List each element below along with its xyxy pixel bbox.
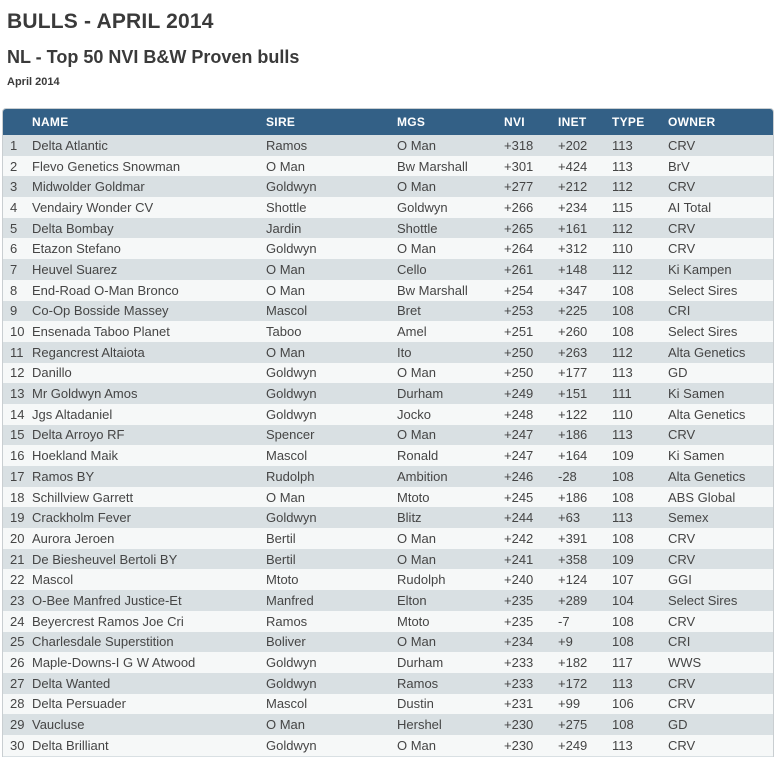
cell-nvi: +253 [504, 301, 558, 322]
cell-name: Jgs Altadaniel [32, 404, 266, 425]
column-header-type: TYPE [612, 109, 668, 135]
cell-owner: AI Total [668, 197, 773, 218]
column-header-sire: SIRE [266, 109, 397, 135]
cell-mgs: Bret [397, 301, 504, 322]
cell-nvi: +240 [504, 569, 558, 590]
cell-nvi: +246 [504, 466, 558, 487]
column-header-inet: INET [558, 109, 612, 135]
cell-owner: CRV [668, 528, 773, 549]
cell-name: Charlesdale Superstition [32, 632, 266, 653]
cell-sire: Boliver [266, 632, 397, 653]
cell-name: End-Road O-Man Bronco [32, 280, 266, 301]
cell-sire: O Man [266, 487, 397, 508]
cell-inet: +177 [558, 363, 612, 384]
cell-type: 113 [612, 363, 668, 384]
table-row [3, 363, 773, 384]
cell-name: Etazon Stefano [32, 238, 266, 259]
table-row [3, 197, 773, 218]
cell-inet: +9 [558, 632, 612, 653]
cell-name: Co-Op Bosside Massey [32, 301, 266, 322]
cell-rank: 11 [3, 342, 32, 363]
cell-owner: CRV [668, 549, 773, 570]
cell-nvi: +247 [504, 445, 558, 466]
cell-sire: O Man [266, 280, 397, 301]
cell-owner: GGI [668, 569, 773, 590]
cell-inet: +249 [558, 735, 612, 756]
cell-rank: 27 [3, 673, 32, 694]
cell-rank: 15 [3, 425, 32, 446]
cell-nvi: +242 [504, 528, 558, 549]
table-header-row [3, 109, 773, 135]
cell-nvi: +250 [504, 363, 558, 384]
cell-type: 110 [612, 404, 668, 425]
table-row [3, 714, 773, 735]
table-row [3, 590, 773, 611]
cell-nvi: +261 [504, 259, 558, 280]
cell-mgs: O Man [397, 363, 504, 384]
cell-sire: Shottle [266, 197, 397, 218]
cell-nvi: +249 [504, 383, 558, 404]
cell-sire: O Man [266, 714, 397, 735]
cell-inet: +161 [558, 218, 612, 239]
table-row [3, 156, 773, 177]
cell-type: 104 [612, 590, 668, 611]
cell-type: 112 [612, 342, 668, 363]
cell-mgs: O Man [397, 238, 504, 259]
cell-type: 115 [612, 197, 668, 218]
cell-sire: Bertil [266, 528, 397, 549]
cell-type: 108 [612, 611, 668, 632]
table-row [3, 466, 773, 487]
cell-inet: +289 [558, 590, 612, 611]
cell-rank: 12 [3, 363, 32, 384]
cell-rank: 19 [3, 507, 32, 528]
cell-nvi: +231 [504, 694, 558, 715]
cell-sire: Mascol [266, 301, 397, 322]
cell-name: Flevo Genetics Snowman [32, 156, 266, 177]
cell-nvi: +277 [504, 176, 558, 197]
cell-nvi: +241 [504, 549, 558, 570]
cell-mgs: Dustin [397, 694, 504, 715]
cell-mgs: Hershel [397, 714, 504, 735]
cell-sire: Goldwyn [266, 735, 397, 756]
cell-name: Maple-Downs-I G W Atwood [32, 652, 266, 673]
table-row [3, 218, 773, 239]
cell-nvi: +266 [504, 197, 558, 218]
table-row [3, 342, 773, 363]
table-row [3, 259, 773, 280]
cell-rank: 26 [3, 652, 32, 673]
cell-owner: Select Sires [668, 280, 773, 301]
cell-type: 113 [612, 507, 668, 528]
cell-mgs: Mtoto [397, 611, 504, 632]
cell-rank: 28 [3, 694, 32, 715]
cell-mgs: O Man [397, 135, 504, 156]
cell-rank: 10 [3, 321, 32, 342]
cell-rank: 1 [3, 135, 32, 156]
table-row [3, 404, 773, 425]
cell-sire: Goldwyn [266, 652, 397, 673]
table-row [3, 301, 773, 322]
table-row [3, 445, 773, 466]
cell-sire: Goldwyn [266, 404, 397, 425]
cell-type: 113 [612, 135, 668, 156]
cell-mgs: Ramos [397, 673, 504, 694]
cell-name: Delta Arroyo RF [32, 425, 266, 446]
cell-name: Aurora Jeroen [32, 528, 266, 549]
table-row [3, 321, 773, 342]
cell-type: 108 [612, 714, 668, 735]
cell-type: 117 [612, 652, 668, 673]
cell-owner: BrV [668, 156, 773, 177]
cell-rank: 18 [3, 487, 32, 508]
cell-mgs: Durham [397, 383, 504, 404]
table-row [3, 632, 773, 653]
cell-type: 108 [612, 487, 668, 508]
cell-mgs: Durham [397, 652, 504, 673]
cell-nvi: +301 [504, 156, 558, 177]
cell-owner: CRV [668, 694, 773, 715]
cell-rank: 3 [3, 176, 32, 197]
table-row [3, 238, 773, 259]
cell-name: Mr Goldwyn Amos [32, 383, 266, 404]
cell-nvi: +230 [504, 714, 558, 735]
cell-owner: GD [668, 714, 773, 735]
cell-inet: +424 [558, 156, 612, 177]
cell-nvi: +254 [504, 280, 558, 301]
cell-owner: Alta Genetics [668, 404, 773, 425]
cell-sire: Taboo [266, 321, 397, 342]
cell-type: 113 [612, 425, 668, 446]
cell-owner: Select Sires [668, 321, 773, 342]
cell-rank: 25 [3, 632, 32, 653]
table-row [3, 280, 773, 301]
cell-name: Vendairy Wonder CV [32, 197, 266, 218]
cell-rank: 22 [3, 569, 32, 590]
cell-nvi: +235 [504, 590, 558, 611]
table-row [3, 694, 773, 715]
cell-owner: CRV [668, 135, 773, 156]
cell-mgs: O Man [397, 632, 504, 653]
cell-name: De Biesheuvel Bertoli BY [32, 549, 266, 570]
cell-inet: +122 [558, 404, 612, 425]
cell-type: 108 [612, 466, 668, 487]
cell-type: 110 [612, 238, 668, 259]
cell-inet: +172 [558, 673, 612, 694]
cell-rank: 23 [3, 590, 32, 611]
cell-sire: O Man [266, 342, 397, 363]
bulls-table-container [2, 108, 774, 757]
cell-nvi: +250 [504, 342, 558, 363]
cell-rank: 9 [3, 301, 32, 322]
cell-owner: CRV [668, 238, 773, 259]
cell-mgs: Shottle [397, 218, 504, 239]
cell-inet: +358 [558, 549, 612, 570]
cell-inet: +260 [558, 321, 612, 342]
cell-sire: Goldwyn [266, 363, 397, 384]
cell-nvi: +233 [504, 652, 558, 673]
cell-type: 112 [612, 259, 668, 280]
cell-nvi: +235 [504, 611, 558, 632]
cell-mgs: Bw Marshall [397, 156, 504, 177]
cell-nvi: +248 [504, 404, 558, 425]
cell-mgs: Goldwyn [397, 197, 504, 218]
cell-type: 112 [612, 218, 668, 239]
cell-owner: CRI [668, 301, 773, 322]
cell-inet: +124 [558, 569, 612, 590]
cell-owner: CRV [668, 673, 773, 694]
column-header-owner: OWNER [668, 109, 773, 135]
cell-name: Mascol [32, 569, 266, 590]
cell-rank: 8 [3, 280, 32, 301]
cell-inet: +312 [558, 238, 612, 259]
cell-inet: +63 [558, 507, 612, 528]
cell-mgs: Bw Marshall [397, 280, 504, 301]
cell-name: Schillview Garrett [32, 487, 266, 508]
cell-rank: 20 [3, 528, 32, 549]
cell-nvi: +244 [504, 507, 558, 528]
cell-nvi: +234 [504, 632, 558, 653]
cell-mgs: Jocko [397, 404, 504, 425]
cell-owner: Alta Genetics [668, 466, 773, 487]
cell-type: 111 [612, 383, 668, 404]
cell-mgs: Ambition [397, 466, 504, 487]
cell-inet: +391 [558, 528, 612, 549]
cell-rank: 30 [3, 735, 32, 756]
cell-sire: O Man [266, 259, 397, 280]
cell-type: 108 [612, 321, 668, 342]
cell-nvi: +251 [504, 321, 558, 342]
cell-inet: +347 [558, 280, 612, 301]
cell-owner: Alta Genetics [668, 342, 773, 363]
cell-rank: 29 [3, 714, 32, 735]
cell-inet: +263 [558, 342, 612, 363]
cell-owner: CRV [668, 735, 773, 756]
cell-inet: +151 [558, 383, 612, 404]
cell-inet: +186 [558, 425, 612, 446]
cell-rank: 24 [3, 611, 32, 632]
cell-owner: CRV [668, 611, 773, 632]
cell-inet: +212 [558, 176, 612, 197]
cell-type: 109 [612, 549, 668, 570]
cell-inet: +99 [558, 694, 612, 715]
cell-inet: +275 [558, 714, 612, 735]
cell-type: 108 [612, 528, 668, 549]
cell-mgs: O Man [397, 176, 504, 197]
cell-type: 113 [612, 735, 668, 756]
cell-type: 106 [612, 694, 668, 715]
cell-owner: CRV [668, 218, 773, 239]
cell-nvi: +230 [504, 735, 558, 756]
cell-sire: Mascol [266, 445, 397, 466]
cell-type: 108 [612, 301, 668, 322]
cell-sire: Goldwyn [266, 238, 397, 259]
cell-mgs: O Man [397, 549, 504, 570]
cell-name: Danillo [32, 363, 266, 384]
cell-mgs: Mtoto [397, 487, 504, 508]
cell-sire: Goldwyn [266, 507, 397, 528]
cell-mgs: O Man [397, 528, 504, 549]
cell-inet: +225 [558, 301, 612, 322]
cell-name: Delta Wanted [32, 673, 266, 694]
period-label: April 2014 [7, 75, 60, 88]
cell-mgs: Rudolph [397, 569, 504, 590]
column-header-mgs: MGS [397, 109, 504, 135]
page-title: BULLS - APRIL 2014 [7, 10, 214, 33]
cell-name: Delta Atlantic [32, 135, 266, 156]
cell-name: Delta Persuader [32, 694, 266, 715]
cell-rank: 21 [3, 549, 32, 570]
cell-rank: 14 [3, 404, 32, 425]
cell-type: 113 [612, 156, 668, 177]
cell-name: Delta Brilliant [32, 735, 266, 756]
table-row [3, 652, 773, 673]
cell-nvi: +245 [504, 487, 558, 508]
cell-name: Heuvel Suarez [32, 259, 266, 280]
cell-mgs: Ronald [397, 445, 504, 466]
cell-sire: O Man [266, 156, 397, 177]
cell-owner: Ki Kampen [668, 259, 773, 280]
cell-type: 112 [612, 176, 668, 197]
cell-owner: WWS [668, 652, 773, 673]
table-row [3, 673, 773, 694]
bulls-table [3, 109, 773, 756]
table-row [3, 176, 773, 197]
cell-inet: +148 [558, 259, 612, 280]
cell-nvi: +264 [504, 238, 558, 259]
cell-type: 113 [612, 673, 668, 694]
cell-owner: Select Sires [668, 590, 773, 611]
table-row [3, 507, 773, 528]
cell-sire: Goldwyn [266, 176, 397, 197]
cell-mgs: Ito [397, 342, 504, 363]
cell-mgs: Blitz [397, 507, 504, 528]
cell-rank: 7 [3, 259, 32, 280]
cell-sire: Rudolph [266, 466, 397, 487]
cell-inet: +234 [558, 197, 612, 218]
cell-sire: Bertil [266, 549, 397, 570]
cell-type: 107 [612, 569, 668, 590]
cell-inet: +186 [558, 487, 612, 508]
table-row [3, 549, 773, 570]
table-row [3, 487, 773, 508]
cell-inet: -28 [558, 466, 612, 487]
cell-sire: Manfred [266, 590, 397, 611]
cell-name: Crackholm Fever [32, 507, 266, 528]
cell-sire: Jardin [266, 218, 397, 239]
cell-owner: GD [668, 363, 773, 384]
cell-sire: Mascol [266, 694, 397, 715]
cell-name: Vaucluse [32, 714, 266, 735]
column-header-nvi: NVI [504, 109, 558, 135]
cell-nvi: +318 [504, 135, 558, 156]
cell-inet: +164 [558, 445, 612, 466]
cell-sire: Mtoto [266, 569, 397, 590]
cell-rank: 13 [3, 383, 32, 404]
cell-name: Regancrest Altaiota [32, 342, 266, 363]
cell-sire: Ramos [266, 135, 397, 156]
column-header-rank [3, 109, 32, 135]
cell-name: Ramos BY [32, 466, 266, 487]
cell-owner: CRV [668, 425, 773, 446]
cell-mgs: Cello [397, 259, 504, 280]
cell-sire: Goldwyn [266, 383, 397, 404]
cell-name: Beyercrest Ramos Joe Cri [32, 611, 266, 632]
table-row [3, 425, 773, 446]
cell-inet: -7 [558, 611, 612, 632]
cell-rank: 6 [3, 238, 32, 259]
table-row [3, 569, 773, 590]
cell-sire: Spencer [266, 425, 397, 446]
table-row [3, 611, 773, 632]
cell-owner: Ki Samen [668, 445, 773, 466]
cell-type: 109 [612, 445, 668, 466]
table-row [3, 135, 773, 156]
cell-inet: +182 [558, 652, 612, 673]
cell-mgs: O Man [397, 735, 504, 756]
table-row [3, 528, 773, 549]
cell-owner: CRI [668, 632, 773, 653]
table-row [3, 735, 773, 756]
table-row [3, 383, 773, 404]
cell-sire: Ramos [266, 611, 397, 632]
cell-type: 108 [612, 632, 668, 653]
cell-owner: CRV [668, 176, 773, 197]
cell-owner: Ki Samen [668, 383, 773, 404]
cell-nvi: +265 [504, 218, 558, 239]
column-header-name: NAME [32, 109, 266, 135]
cell-name: Hoekland Maik [32, 445, 266, 466]
cell-rank: 17 [3, 466, 32, 487]
cell-nvi: +247 [504, 425, 558, 446]
cell-mgs: O Man [397, 425, 504, 446]
cell-mgs: Elton [397, 590, 504, 611]
cell-mgs: Amel [397, 321, 504, 342]
cell-rank: 2 [3, 156, 32, 177]
cell-owner: ABS Global [668, 487, 773, 508]
cell-rank: 16 [3, 445, 32, 466]
cell-sire: Goldwyn [266, 673, 397, 694]
cell-rank: 4 [3, 197, 32, 218]
cell-name: Delta Bombay [32, 218, 266, 239]
cell-inet: +202 [558, 135, 612, 156]
cell-owner: Semex [668, 507, 773, 528]
cell-name: O-Bee Manfred Justice-Et [32, 590, 266, 611]
cell-rank: 5 [3, 218, 32, 239]
page-subtitle: NL - Top 50 NVI B&W Proven bulls [7, 47, 300, 68]
cell-nvi: +233 [504, 673, 558, 694]
cell-type: 108 [612, 280, 668, 301]
cell-name: Midwolder Goldmar [32, 176, 266, 197]
cell-name: Ensenada Taboo Planet [32, 321, 266, 342]
